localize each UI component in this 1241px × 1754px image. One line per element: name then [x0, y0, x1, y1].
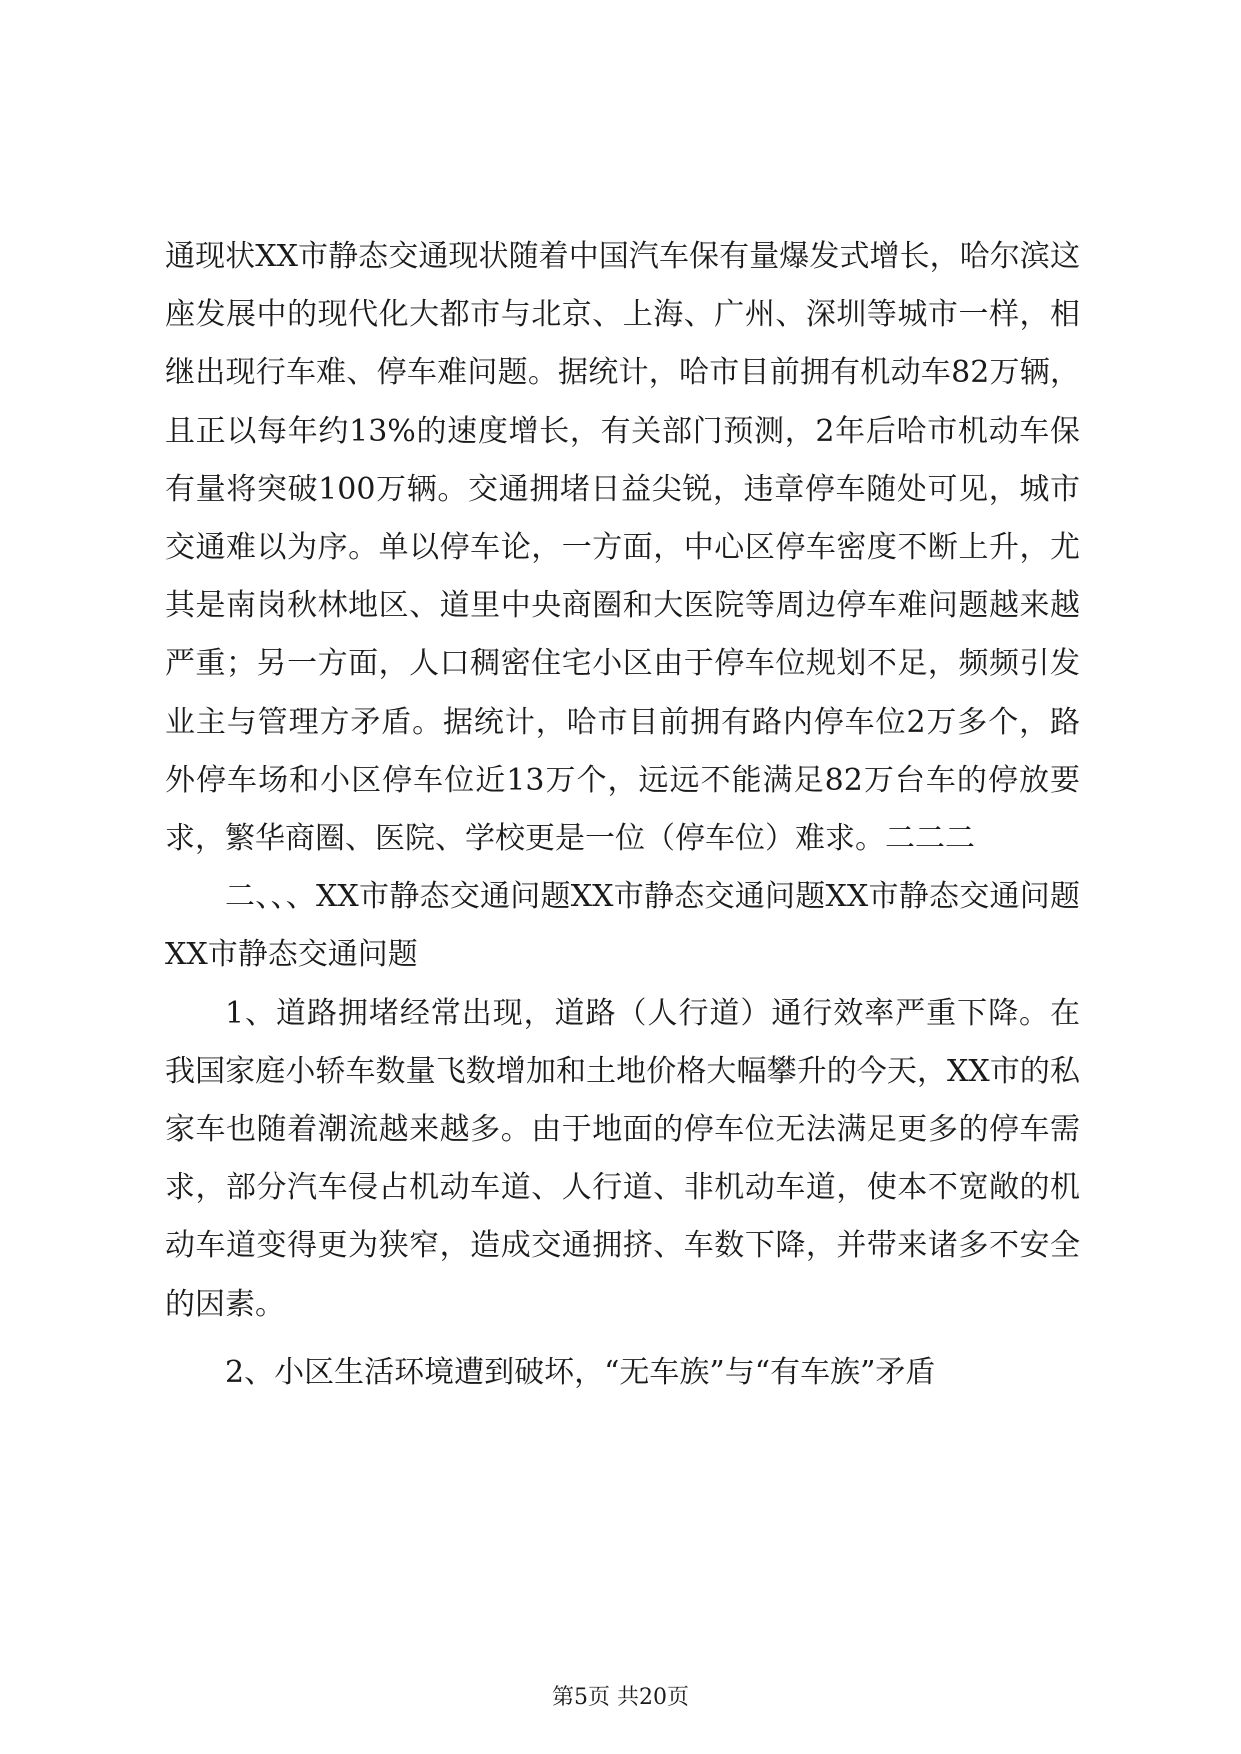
page-footer [0, 1680, 1241, 1711]
document-body [165, 228, 1080, 1402]
paragraph-road-congestion: 1、道路拥堵经常出现，道路（人行道）通行效率严重下降。在我国家庭小轿车数量飞数增加和土地价格大幅攀升的今天，XX市的私家车也随着潮流越来越多。由于地面的停车位无法满足更多的停车需求，部分汽车侵占机动车道、人行道、非机动车道，使本不宽敞的机动车道变得更为狭窄，造成交通拥挤、车数下降，并带来诸多不安全的因素。 [165, 995, 1080, 1322]
paragraph-section-heading: 二、、、XX市静态交通问题XX市静态交通问题XX市静态交通问题XX市静态交通问题 [165, 879, 1080, 973]
paragraph-static-traffic-status: 通现状XX市静态交通现状随着中国汽车保有量爆发式增长，哈尔滨这座发展中的现代化大都市与北京、上海、广州、深圳等城市一样，相继出现行车难、停车难问题。据统计，哈市目前拥有机动车82万辆，且正以每年约13%的速度增长，有关部门预测，2年后哈市机动车保有量将突破100万辆。交通拥堵日益尖锐，违章停车随处可见，城市交通难以为序。单以停车论，一方面，中心区停车密度不断上升，尤其是南岗秋林地区、道里中央商圈和大医院等周边停车难问题越来越严重；另一方面，人口稠密住宅小区由于停车位规划不足，频频引发业主与管理方矛盾。据统计，哈市目前拥有路内停车位2万多个，路外停车场和小区停车位近13万个，远远不能满足82万台车的停放要求，繁华商圈、医院、学校更是一位（停车位）难求。二二二 [165, 239, 1080, 857]
paragraph-residential-environment: 2、小区生活环境遭到破坏，“无车族”与“有车族”矛盾 [225, 1354, 936, 1390]
page-number-label: 第5页 共20页 [552, 1685, 689, 1710]
